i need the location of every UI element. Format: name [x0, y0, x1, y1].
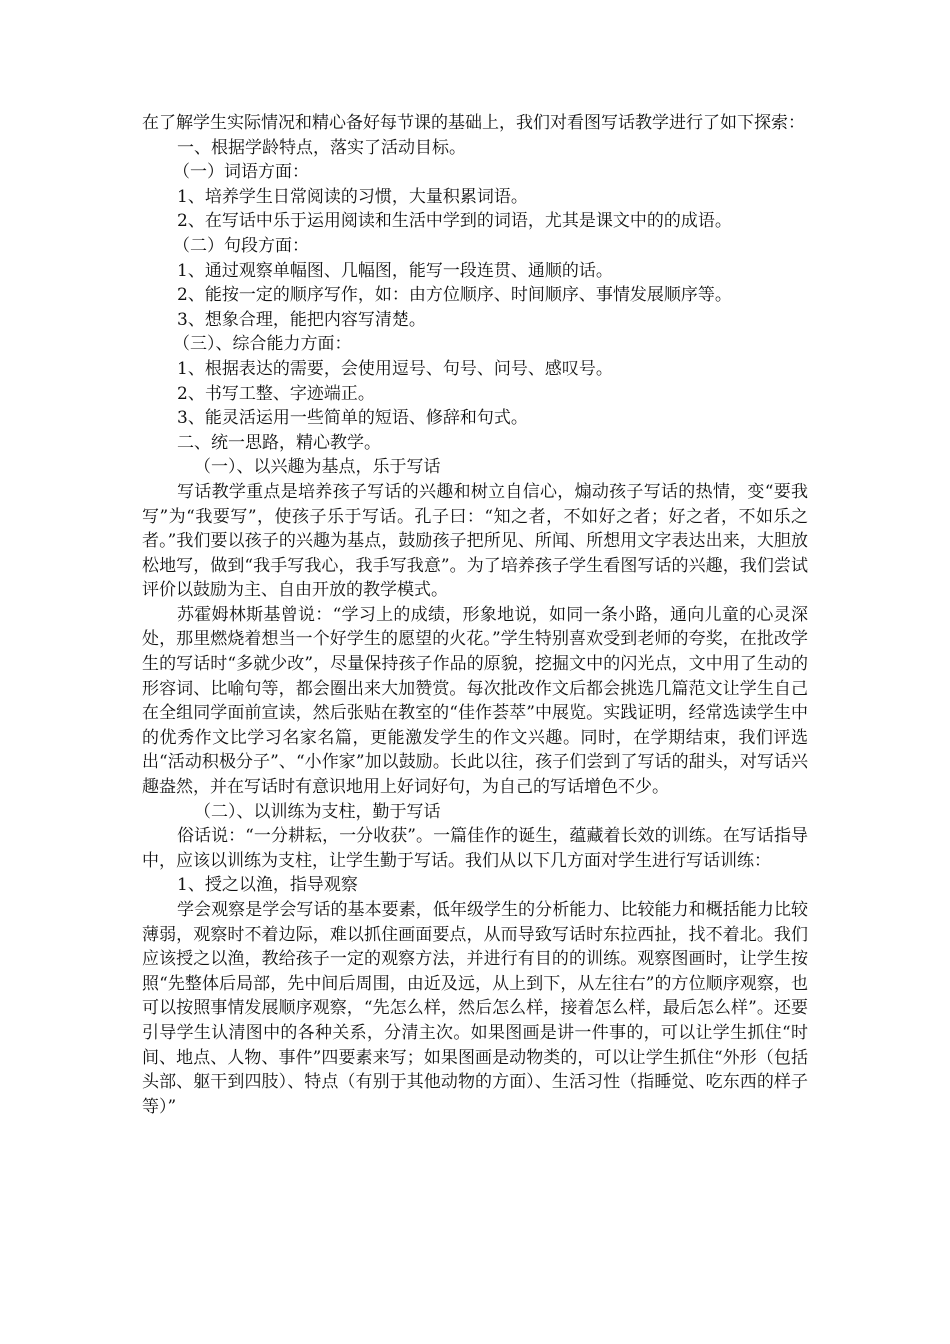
list-item: 2、书写工整、字迹端正。 [177, 383, 375, 404]
list-item: 3、能灵活运用一些简单的短语、修辞和句式。 [177, 408, 528, 429]
paragraph-training: 俗话说：“一分耕耘，一分收获”。一篇佳作的诞生，蕴藏着长效的训练。在写话指导中，应该以训练为支柱，让学生勤于写话。我们从以下几方面对学生进行写话训练： [142, 826, 808, 871]
heading-section-2: 二、统一思路，精心教学。 [177, 432, 381, 453]
paragraph-intro: 在了解学生实际情况和精心备好每节课的基础上，我们对看图写话教学进行了如下探索： [142, 113, 805, 133]
subheading-interest: （一）、以兴趣为基点，乐于写话 [194, 457, 441, 478]
heading-section-1: 一、根据学龄特点，落实了活动目标。 [177, 137, 466, 158]
paragraph-interest: 写话教学重点是培养孩子写话的兴趣和树立自信心，煽动孩子写话的热情，变“要我写”为“我要写”，使孩子乐于写话。孔子曰：“知之者，不如好之者；好之者，不如乐之者。”我们要以孩子的兴趣为基点，鼓励孩子把所见、所闻、所想用文字表达出来，大胆放松地写，做到“我手写我心，我手写我意”。为了培养孩子学生看图写话的兴趣，我们尝试评价以鼓励为主、自由开放的教学模式。 [142, 481, 808, 601]
list-item: 1、根据表达的需要，会使用逗号、句号、问号、感叹号。 [177, 358, 613, 379]
list-item: 2、在写话中乐于运用阅读和生活中学到的词语，尤其是课文中的的成语。 [177, 211, 732, 232]
subheading-sentences: （二）句段方面： [173, 235, 309, 256]
subheading-training: （二）、以训练为支柱，勤于写话 [194, 801, 441, 822]
paragraph-sukhomlinsky: 苏霍姆林斯基曾说：“学习上的成绩，形象地说，如同一条小路，通向儿童的心灵深处，那里燃烧着想当一个好学生的愿望的火花。”学生特别喜欢受到老师的夸奖，在批改学生的写话时“多就少改”，尽量保持孩子作品的原貌，挖掘文中的闪光点，文中用了生动的形容词、比喻句等，都会圈出来大加赞赏。每次批改作文后都会挑选几篇范文让学生自己在全组同学面前宣读，然后张贴在教室的“佳作荟萃”中展览。实践证明，经常选读学生中的优秀作文比学习名家名篇，更能激发学生的作文兴趣。同时，在学期结束，我们评选出“活动积极分子”、“小作家”加以鼓励。长此以往，孩子们尝到了写话的甜头，对写话兴趣盎然，并在写话时有意识地用上好词好句，为自己的写话增色不少。 [142, 604, 808, 798]
list-item: 3、想象合理，能把内容写清楚。 [177, 309, 426, 330]
list-item: 1、通过观察单幅图、几幅图，能写一段连贯、通顺的话。 [177, 260, 613, 281]
subheading-abilities: （三）、综合能力方面： [173, 334, 352, 355]
subheading-observation: 1、授之以渔，指导观察 [177, 875, 358, 896]
subheading-vocabulary: （一）词语方面： [173, 162, 309, 183]
list-item: 2、能按一定的顺序写作，如：由方位顺序、时间顺序、事情发展顺序等。 [177, 285, 732, 306]
paragraph-observation: 学会观察是学会写话的基本要素，低年级学生的分析能力、比较能力和概括能力比较薄弱，观察时不着边际，难以抓住画面要点，从而导致写话时东拉西扯，找不着北。我们应该授之以渔，教给孩子一定的观察方法，并进行有目的的训练。观察图画时，让学生按照“先整体后局部，先中间后周围，由近及远，从上到下，从左往右”的方位顺序观察，也可以按照事情发展顺序观察，“先怎么样，然后怎么样，接着怎么样，最后怎么样”。还要引导学生认清图中的各种关系，分清主次。如果图画是讲一件事的，可以让学生抓住“时间、地点、人物、事件”四要素来写；如果图画是动物类的，可以让学生抓住“外形（包括头部、躯干到四肢）、特点（有别于其他动物的方面）、生活习性（指睡觉、吃东西的样子等）” [142, 900, 808, 1117]
list-item: 1、培养学生日常阅读的习惯，大量积累词语。 [177, 186, 528, 207]
document-body [142, 111, 808, 1119]
